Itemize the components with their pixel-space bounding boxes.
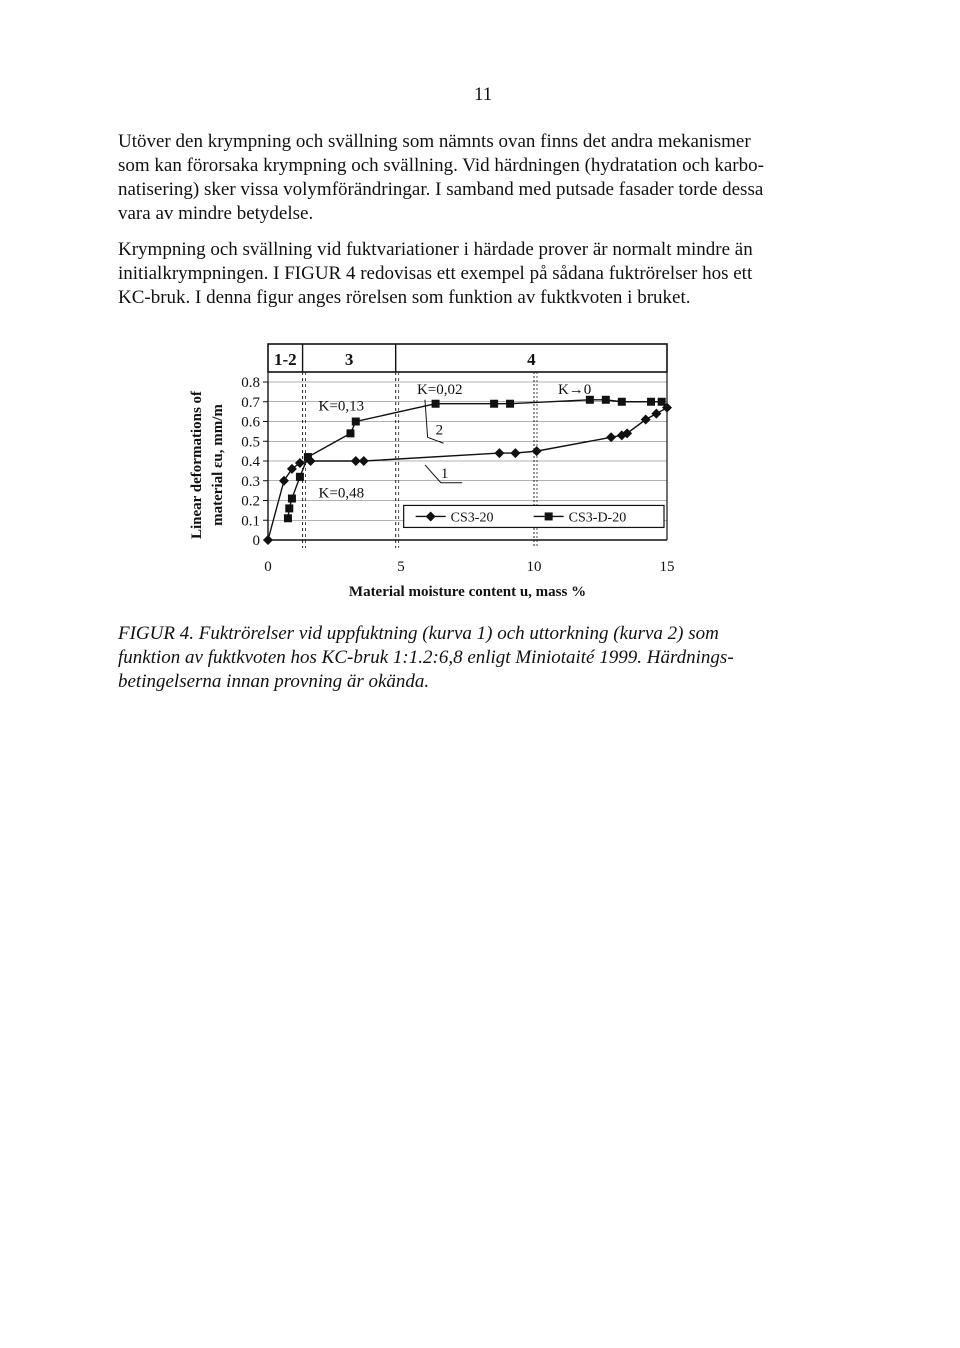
data-point-diamond: [641, 415, 651, 425]
y-tick-label: 0.2: [241, 493, 260, 510]
y-tick-label: 0.8: [241, 375, 260, 391]
data-point-square: [618, 398, 626, 406]
data-point-diamond: [263, 535, 273, 545]
data-point-square: [602, 396, 610, 404]
paragraph-line: KC-bruk. I denna figur anges rörelsen som funktion av fuktkvoten i bruket.: [118, 287, 691, 308]
annotation-label: K=0,13: [318, 398, 365, 415]
data-point-diamond: [279, 476, 289, 486]
data-point-square: [490, 400, 498, 408]
data-point-square: [352, 418, 360, 426]
page-number: 11: [474, 84, 493, 105]
data-point-diamond: [532, 446, 542, 456]
zone-header-box: [268, 344, 667, 372]
annotation-label: 1: [440, 465, 449, 482]
annotation-label: K=0,02: [416, 381, 463, 398]
data-point-square: [658, 398, 666, 406]
zone-label: 3: [344, 350, 354, 369]
legend-label: CS3-20: [450, 510, 494, 526]
legend-label: CS3-D-20: [568, 510, 627, 526]
data-point-square: [296, 473, 304, 481]
paragraph-2: [118, 238, 848, 310]
zone-label: 1-2: [273, 350, 297, 369]
annotation-label: K→0: [557, 381, 592, 398]
data-point-square: [288, 495, 296, 503]
y-tick-label: 0.7: [241, 394, 260, 411]
paragraph-line: initialkrympningen. I FIGUR 4 redovisas ett exempel på sådana fuktrörelser hos ett: [118, 263, 753, 284]
paragraph-1: [118, 130, 848, 226]
data-point-square: [284, 514, 292, 522]
y-tick-label: 0.4: [241, 454, 260, 470]
zone-label: 4: [527, 350, 536, 369]
data-point-diamond: [494, 448, 504, 458]
data-point-diamond: [287, 464, 297, 474]
data-point-diamond: [510, 448, 520, 458]
data-point-square: [647, 398, 655, 406]
y-tick-label: 0.5: [241, 434, 260, 451]
caption-line: FIGUR 4. Fuktrörelser vid uppfuktning (kurva 1) och uttorkning (kurva 2) som: [118, 623, 719, 644]
data-point-square: [304, 453, 312, 461]
x-tick-label: 5: [397, 559, 405, 575]
data-point-diamond: [359, 456, 369, 466]
x-tick-label: 10: [526, 559, 542, 575]
paragraph-line: Krympning och svällning vid fuktvariationer i härdade prover är normalt mindre än: [118, 239, 753, 260]
paragraph-line: som kan förorsaka krympning och svällning. Vid härdningen (hydratation och karbo-: [118, 155, 764, 176]
data-point-diamond: [606, 432, 616, 442]
legend-marker-square: [545, 512, 553, 520]
figure-4-chart: [180, 338, 690, 608]
data-point-square: [285, 504, 293, 512]
data-point-square: [346, 429, 354, 437]
y-tick-label: 0.6: [241, 414, 260, 431]
x-tick-label: 15: [659, 559, 675, 575]
y-axis-title-line1: Linear deformations of: [189, 390, 205, 540]
paragraph-line: Utöver den krympning och svällning som nämnts ovan finns det andra mekanismer: [118, 131, 751, 152]
data-point-square: [432, 400, 440, 408]
annotation-label: K=0,48: [318, 485, 365, 502]
paragraph-line: vara av mindre betydelse.: [118, 203, 314, 224]
figure-caption: [118, 622, 838, 694]
y-axis-title-line2: material εu, mm/m: [210, 404, 226, 526]
x-axis-title: Material moisture content u, mass %: [348, 584, 587, 600]
caption-line: funktion av fuktkvoten hos KC-bruk 1:1.2:6,8 enligt Miniotaité 1999. Härdnings-: [118, 647, 734, 668]
paragraph-line: natisering) sker vissa volymförändringar. I samband med putsade fasader torde dessa: [118, 179, 764, 200]
annotation-label: 2: [435, 422, 444, 439]
x-tick-label: 0: [264, 559, 272, 575]
y-tick-label: 0.1: [241, 513, 260, 530]
data-point-square: [506, 400, 514, 408]
caption-line: betingelserna innan provning är okända.: [118, 671, 430, 692]
y-tick-label: 0: [252, 533, 260, 549]
data-point-diamond: [651, 409, 661, 419]
y-tick-label: 0.3: [241, 473, 260, 490]
